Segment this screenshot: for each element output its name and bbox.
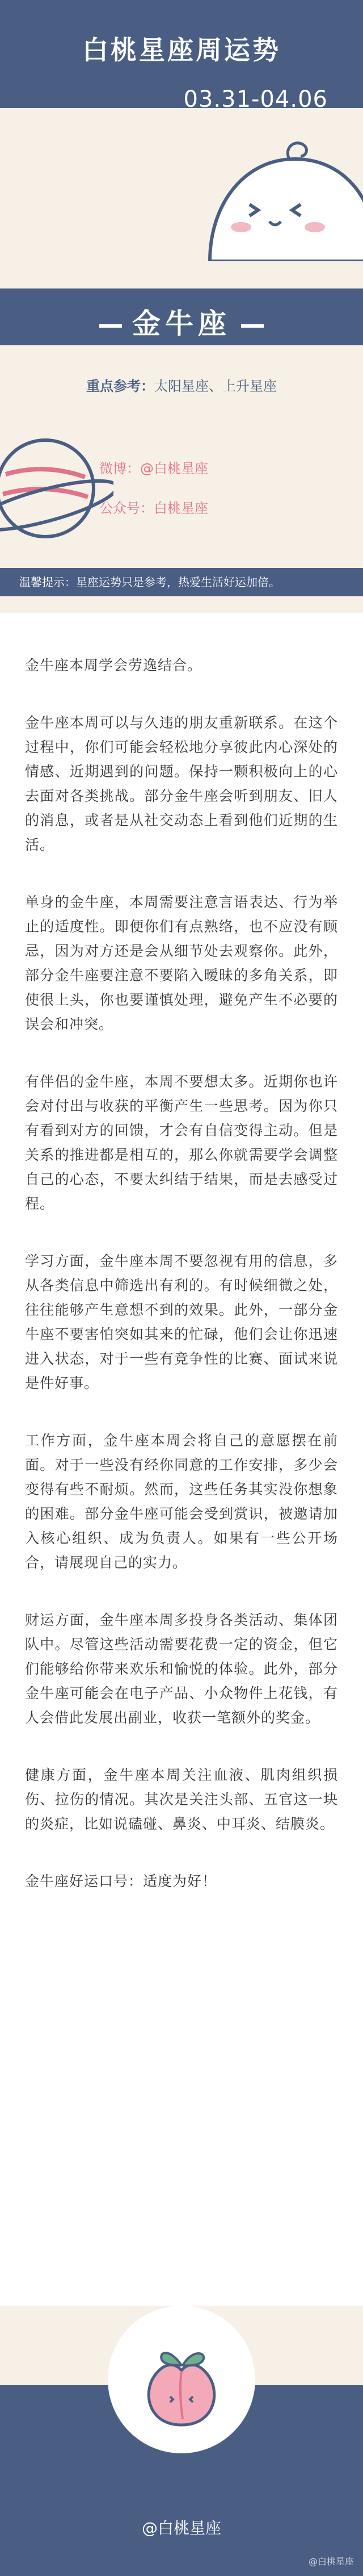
account-box bbox=[99, 449, 252, 528]
footer-label: @白桃星座 bbox=[141, 2519, 221, 2537]
paragraph: 工作方面，金牛座本周会将自己的意愿摆在前面。对于一些没有经你同意的工作安排，多少会变得有些不耐烦。然而，这些任务其实没你想象的困难。部分金牛座可能会受到赏识，被邀请加入核心组织、成为负责人。如果有一些公开场合，请展现自己的实力。 bbox=[25, 1432, 338, 1571]
right-dash bbox=[241, 324, 264, 328]
footer bbox=[0, 2306, 363, 2576]
reference-value: 太阳星座、上升星座 bbox=[154, 378, 277, 394]
peach-icon bbox=[108, 2306, 255, 2453]
header bbox=[0, 0, 363, 284]
paragraph: 学习方面，金牛座本周不要忽视有用的信息，多从各类信息中筛选出有利的。有时候细微之处，往往能够产生意想不到的效果。此外，一部分金牛座不要害怕突如其来的忙碌，他们会让你迅速进入状态，对于一些有竞争性的比赛、面试来说是件好事。 bbox=[25, 1253, 338, 1391]
paragraph: 有伴侣的金牛座，本周不要想太多。近期你也许会对付出与收获的平衡产生一些思考。因为你只有看到对方的回馈，才会有自信变得主动。但是关系的推进都是相互的，那么你就需要学会调整自己的心态，不要太纠结于结果，而是去感受过程。 bbox=[25, 1073, 338, 1212]
tip-banner: 温馨提示：星座运势只是参考，热爱生活好运加倍。 bbox=[0, 568, 363, 596]
wechat-account: 公众号：白桃星座 bbox=[99, 500, 208, 516]
peach-badge bbox=[108, 2306, 255, 2453]
title-bar bbox=[0, 0, 363, 112]
sign-banner bbox=[0, 288, 363, 345]
article-body bbox=[0, 613, 363, 2306]
date-range: 03.31-04.06 bbox=[183, 86, 328, 112]
paragraph: 金牛座本周可以与久违的朋友重新联系。在这个过程中，你们可能会轻松地分享彼此内心深处的情感、近期遇到的问题。保持一颗积极向上的心去面对各类挑战。部分金牛座会听到朋友、旧人的消息，或者是从社交动态上看到他们近期的生活。 bbox=[25, 714, 338, 853]
page-title: 白桃星座周运势 bbox=[82, 35, 281, 65]
sign-name: 金牛座 bbox=[132, 307, 231, 340]
weibo-account: 微博：@白桃星座 bbox=[99, 461, 208, 476]
paragraph: 财运方面，金牛座本周多投身各类活动、集体团队中。尽管这些活动需要花费一定的资金，但它们能够给你带来欢乐和愉悦的体验。此外，部分金牛座可能会在电子产品、小众物件上花钱，有人会借此发展出副业，收获一笔额外的奖金。 bbox=[25, 1612, 338, 1726]
watermark: @白桃星座 bbox=[308, 2556, 354, 2567]
left-dash bbox=[99, 324, 122, 328]
paragraph: 健康方面，金牛座本周关注血液、肌肉组织损伤、拉伤的情况。其次是关注头部、五官这一块的炎症，比如说磕碰、鼻炎、中耳炎、结膜炎。 bbox=[25, 1767, 338, 1832]
ghost-mascot-icon bbox=[187, 136, 363, 261]
lucky-slogan: 金牛座好运口号：适度为好！ bbox=[25, 1873, 217, 1889]
sign-title bbox=[0, 301, 363, 342]
planet-icon bbox=[0, 420, 113, 557]
paragraph: 单身的金牛座，本周需要注意言语表达、行为举止的适度性。即便你们有点熟络，也不应没有顾忌，因为对方还是会从细节处去观察你。此外，部分金牛座要注意不要陷入暧昧的多角关系，即使很上头，你也要谨慎处理，避免产生不必要的误会和冲突。 bbox=[25, 894, 338, 1032]
paragraph: 金牛座本周学会劳逸结合。 bbox=[25, 657, 202, 674]
reference-line bbox=[0, 375, 363, 395]
reference-label: 重点参考： bbox=[86, 378, 154, 394]
